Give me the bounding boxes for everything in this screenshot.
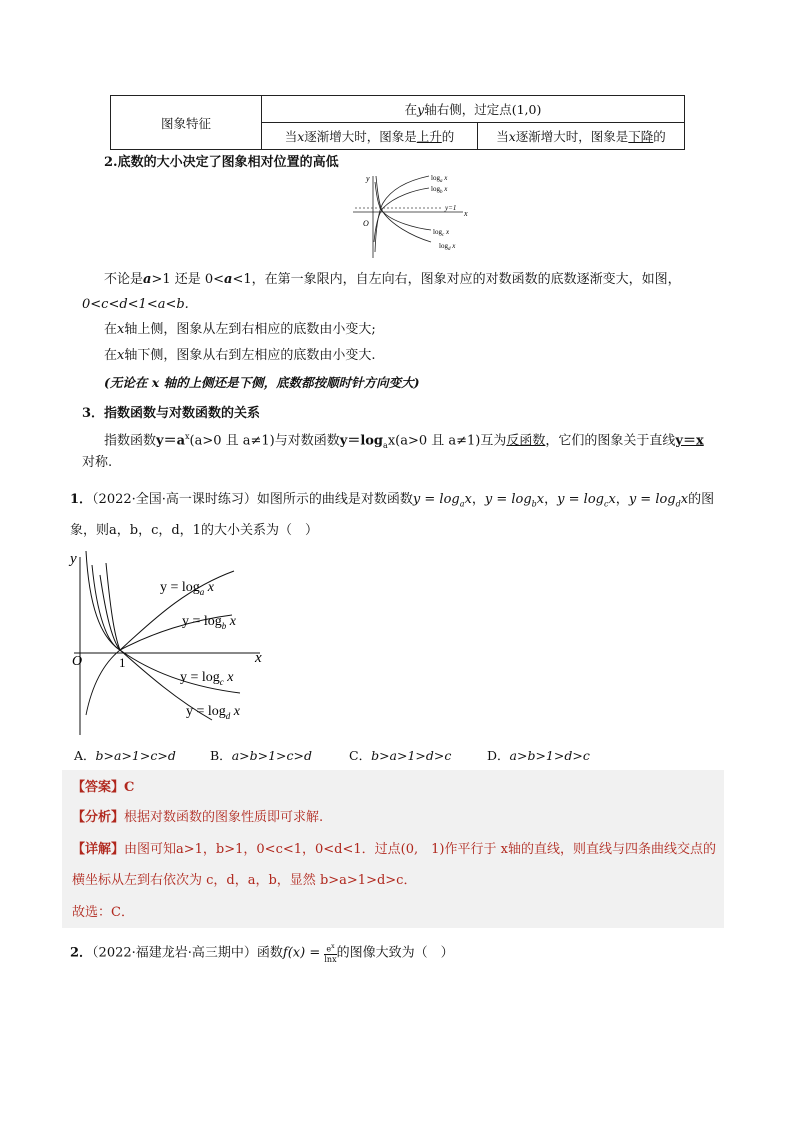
q1-fig-label-x: x [255, 650, 262, 666]
table-right-cell [478, 123, 685, 150]
fig-label-y1: y=1 [445, 204, 457, 212]
log-base-figure [345, 170, 475, 260]
section2-paragraph1: 不论是a>1 还是 0<a<1，在第一象限内，自左向右，图象对应的对数函数的底数逐渐变大，如图， [104, 272, 681, 287]
section2-note: (无论在 x 轴的上侧还是下侧，底数都按顺时针方向变大) [104, 375, 420, 390]
q1-analysis: 【分析】根据对数函数的图象性质即可求解. [72, 810, 324, 825]
section2-paragraph2: 在x轴上侧，图象从左到右相应的底数由小变大; [104, 322, 376, 337]
feature-table [110, 95, 685, 150]
cell-text: 当 [496, 129, 509, 144]
section3-paragraph: 指数函数$y=a^x(a>0$ 且 a≠1)与对数函数$y=\log_ax(a>0$ 且 a≠1)互为反函数，它们的图象关于直线y＝x [104, 432, 704, 450]
q1-fig-label-o: O [72, 654, 83, 669]
q1-option-c[interactable]: C．b>a>1>d>c [349, 748, 452, 763]
cell-text: 的 [441, 129, 455, 144]
fig-label-loga: $\log_a x$ [431, 174, 448, 184]
q1-fig-label-logd: $y = \log_d x$ [186, 704, 241, 721]
cell-text: 逐渐增大时，图象是 [515, 129, 629, 144]
section2-paragraph1-line2: 0<c<d<1<a<b. [82, 297, 189, 312]
top-part: 轴右侧，过定点(1,0) [424, 102, 542, 117]
fig-label-logd: $\log_d x$ [439, 242, 456, 252]
q1-option-b[interactable]: B．a>b>1>c>d [210, 748, 312, 763]
fig-curve-a [375, 176, 429, 252]
q1-detail: 【详解】由图可知a>1，b>1，0<c<1，0<d<1．过点(0, 1)作平行于 x轴的直线，则直线与四条曲线交点的 [72, 842, 716, 857]
q1-answer: 【答案】C [72, 780, 135, 795]
section3-line2: 对称. [82, 455, 113, 470]
q1-figure [62, 545, 282, 740]
fig-label-x: x [464, 209, 468, 218]
q1-fig-label-one: 1 [119, 655, 126, 670]
cell-underlined: 下降 [628, 129, 654, 144]
fig-curve-b [374, 188, 429, 242]
table-label: 图象特征 [160, 115, 211, 131]
table-label-cell [111, 96, 262, 150]
cell-text: 当 [284, 129, 298, 144]
fig-label-y: y [366, 174, 370, 183]
q1-fig-label-y: y [70, 551, 77, 567]
q1-fig-label-logb: $y = \log_b x$ [182, 614, 237, 631]
q2-stem: 2．（2022·福建龙岩·高三期中）函数f(x) = $\frac{e^x}{\ln x}$ 的图像大致为（ ） [70, 943, 454, 964]
cell-x: x [297, 129, 305, 144]
cell-underlined: 上升 [416, 129, 442, 144]
q1-option-a[interactable]: A．b>a>1>c>d [74, 748, 176, 763]
fig-label-logc: $\log_c x$ [433, 228, 450, 238]
q1-stem-line2: 象，则a，b，c，d，1的大小关系为（ ） [70, 523, 318, 538]
q1-curve-a [86, 551, 234, 650]
q1-detail-line2: 横坐标从左到右依次为 c，d，a，b，显然 b>a>1>d>c． [72, 873, 417, 888]
fig-label-o: O [363, 219, 369, 228]
cell-text: 逐渐增大时，图象是 [304, 129, 417, 144]
q1-fig-label-logc: $y = \log_c x$ [180, 670, 234, 687]
table-top-cell [262, 96, 685, 123]
section2-heading: 2.底数的大小决定了图象相对位置的高低 [104, 155, 339, 170]
table-left-cell [262, 123, 478, 150]
fig-curve-d [376, 176, 431, 242]
cell-x: x [508, 129, 516, 144]
q1-fig-label-loga: $y = \log_a x$ [160, 580, 215, 597]
section2-paragraph3: 在x轴下侧，图象从右到左相应的底数由小变大. [104, 348, 376, 363]
q2-fraction: $\frac{e^x}{\ln x}$ [324, 943, 337, 964]
q1-option-d[interactable]: D．a>b>1>d>c [487, 748, 590, 763]
top-part: 在 [404, 102, 418, 117]
q1-conclusion: 故选：C． [72, 905, 134, 920]
fig-label-logb: $\log_b x$ [431, 185, 448, 195]
q1-stem: 1．（2022·全国·高一课时练习）如图所示的曲线是对数函数$y = \log_ax$，$y = \log_bx$，$y = \log_cx$，$y = \log_dx$的图 [70, 492, 715, 509]
q1-curve-b-branch [86, 650, 120, 715]
cell-text: 的 [653, 129, 666, 144]
top-part-y: y [417, 102, 425, 117]
section3-heading: 3．指数函数与对数函数的关系 [82, 406, 261, 421]
q1-curve-b-left [92, 565, 232, 650]
